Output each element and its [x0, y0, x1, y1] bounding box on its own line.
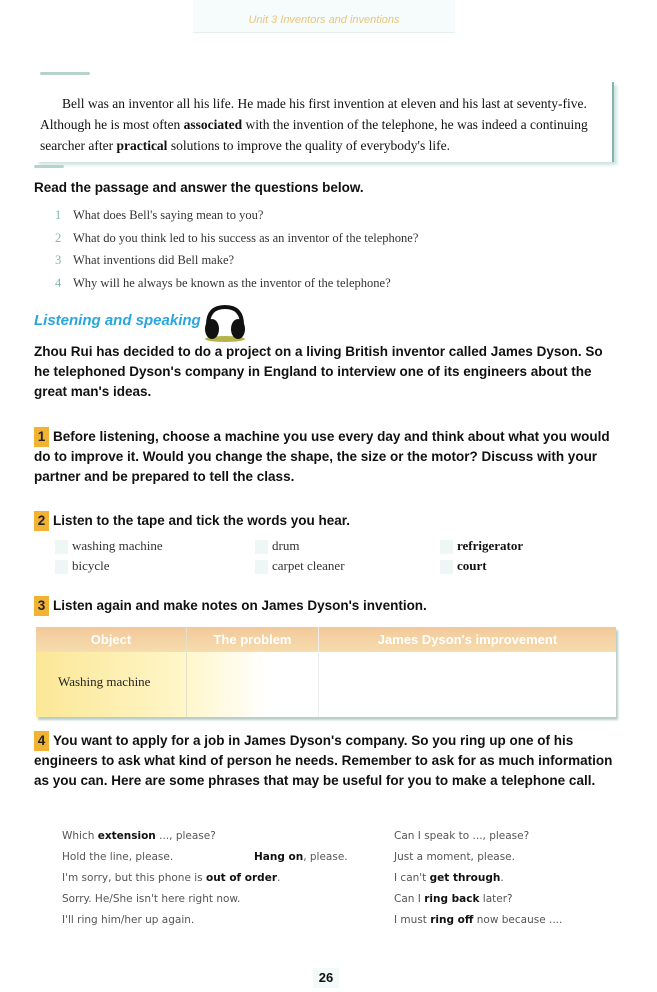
phrase — [62, 868, 280, 889]
phrase — [394, 847, 562, 868]
text-segment: I can't — [394, 872, 430, 884]
word-label: drum — [272, 538, 300, 553]
bold-term: practical — [116, 138, 168, 153]
word-option[interactable] — [440, 538, 575, 554]
section-title: Listening and speaking — [34, 312, 201, 329]
text-segment: solutions to improve the quality of everybody's life. — [167, 138, 450, 153]
phrase — [62, 910, 280, 931]
question-item — [55, 272, 418, 295]
word-option[interactable] — [255, 538, 440, 554]
question-item — [55, 227, 418, 250]
word-option[interactable] — [440, 558, 575, 574]
word-label: bicycle — [72, 558, 110, 574]
phrase — [254, 847, 348, 868]
text-segment: Can I speak to ..., please? — [394, 830, 530, 842]
divider — [40, 72, 90, 75]
task-4 — [34, 731, 620, 791]
phrase — [62, 889, 280, 910]
quote-box — [36, 82, 614, 162]
text-segment: Can I — [394, 893, 425, 905]
text-segment: . — [277, 872, 281, 884]
question-number: 4 — [55, 275, 62, 290]
phrase — [394, 826, 562, 847]
task-number: 1 — [34, 427, 49, 447]
task-text: Before listening, choose a machine you use every day and think about what you would do to improve it. Would you change the shape, the size or the motor? Discuss with your partner and be prepared to tell the class. — [34, 429, 610, 484]
task-number: 3 — [34, 596, 49, 616]
phrase — [62, 826, 280, 847]
phrases-left — [62, 826, 280, 931]
header-improvement: James Dyson's improvement — [377, 632, 558, 647]
table-row — [36, 652, 616, 717]
question-number: 1 — [55, 208, 62, 222]
intro-text: Zhou Rui has decided to do a project on a living British inventor called James Dyson. So he telephoned Dyson's company in England to interview one of its engineers about the great man's ideas. — [34, 344, 603, 399]
unit-header: Unit 3 Inventors and inventions — [193, 0, 455, 33]
bold-term: Hang on — [254, 851, 304, 863]
text-segment: later? — [479, 893, 513, 905]
text-segment: Just a moment, please. — [394, 851, 515, 863]
question-item — [55, 249, 418, 272]
task-2 — [34, 511, 350, 531]
phrases-right — [394, 826, 562, 931]
text-segment: Sorry. He/She isn't here right now. — [62, 893, 241, 905]
bold-term: extension — [97, 830, 156, 842]
word-option[interactable] — [255, 558, 440, 574]
task-number: 4 — [34, 731, 49, 751]
cell-improvement[interactable] — [319, 652, 616, 717]
page-number: 26 — [313, 968, 339, 988]
word-label: carpet cleaner — [272, 558, 345, 574]
question-number: 2 — [55, 230, 62, 245]
question-text: What inventions did Bell make? — [73, 253, 235, 267]
text-segment: Hold the line, please. — [62, 851, 174, 863]
question-item — [55, 204, 418, 227]
task-1 — [34, 427, 620, 487]
text-segment: I must — [394, 914, 431, 926]
reading-instruction: Read the passage and answer the questions below. — [34, 180, 364, 195]
text-segment: now because .... — [473, 914, 563, 926]
quote-text — [36, 82, 612, 156]
task-number: 2 — [34, 511, 49, 531]
text-segment: I'll ring him/her up again. — [62, 914, 195, 926]
table-header — [36, 627, 616, 652]
bold-term: get through — [429, 872, 501, 884]
header-object: Object — [36, 627, 187, 652]
text-segment: I'm sorry, but this phone is — [62, 872, 206, 884]
phrase — [62, 847, 280, 868]
text-segment: , please. — [303, 851, 348, 863]
question-list — [55, 204, 418, 294]
task-text: You want to apply for a job in James Dyson's company. So you ring up one of his engineers to ask what kind of person he needs. Remember to ask for as much information as you can. Here are some phrases that may be useful for you to make a telephone call. — [34, 733, 613, 788]
task-text: Listen again and make notes on James Dyson's invention. — [53, 598, 427, 613]
phrase — [394, 889, 562, 910]
word-option[interactable] — [55, 558, 255, 574]
notes-table — [36, 627, 616, 717]
word-checklist — [55, 538, 575, 574]
question-text: Why will he always be known as the inventor of the telephone? — [73, 275, 391, 290]
phrases-middle — [254, 847, 348, 868]
checkbox[interactable] — [55, 540, 68, 554]
text-segment: ..., please? — [155, 830, 216, 842]
question-text: What does Bell's saying mean to you? — [73, 208, 264, 222]
bold-term: out of order — [205, 872, 277, 884]
text-segment: . — [500, 872, 504, 884]
cell-object: Washing machine — [36, 652, 187, 717]
checkbox[interactable] — [55, 560, 68, 574]
checkbox[interactable] — [440, 560, 453, 574]
checkbox[interactable] — [440, 540, 453, 554]
checkbox[interactable] — [255, 560, 268, 574]
text-segment: with the invention of the telephone, he was indeed a continuing searcher after — [40, 117, 588, 153]
phrase — [394, 910, 562, 931]
word-label: refrigerator — [457, 538, 524, 553]
task-text: Listen to the tape and tick the words you hear. — [53, 513, 351, 528]
word-option[interactable] — [55, 538, 255, 554]
word-label: washing machine — [72, 538, 163, 553]
task-3 — [34, 596, 427, 616]
phrase — [394, 868, 562, 889]
divider — [34, 165, 64, 168]
bold-term: ring back — [424, 893, 480, 905]
question-number: 3 — [55, 253, 62, 267]
cell-problem[interactable] — [187, 652, 319, 717]
text-segment: Bell was an inventor all his life. He made his first invention at eleven and his last at seventy-five. Although he is most often — [40, 96, 587, 132]
bold-term: ring off — [430, 914, 474, 926]
header-problem: The problem — [187, 627, 319, 652]
checkbox[interactable] — [255, 540, 268, 554]
bold-term: associated — [183, 117, 243, 132]
word-label: court — [457, 558, 487, 574]
question-text: What do you think led to his success as an inventor of the telephone? — [73, 230, 419, 245]
text-segment: Which — [62, 830, 98, 842]
